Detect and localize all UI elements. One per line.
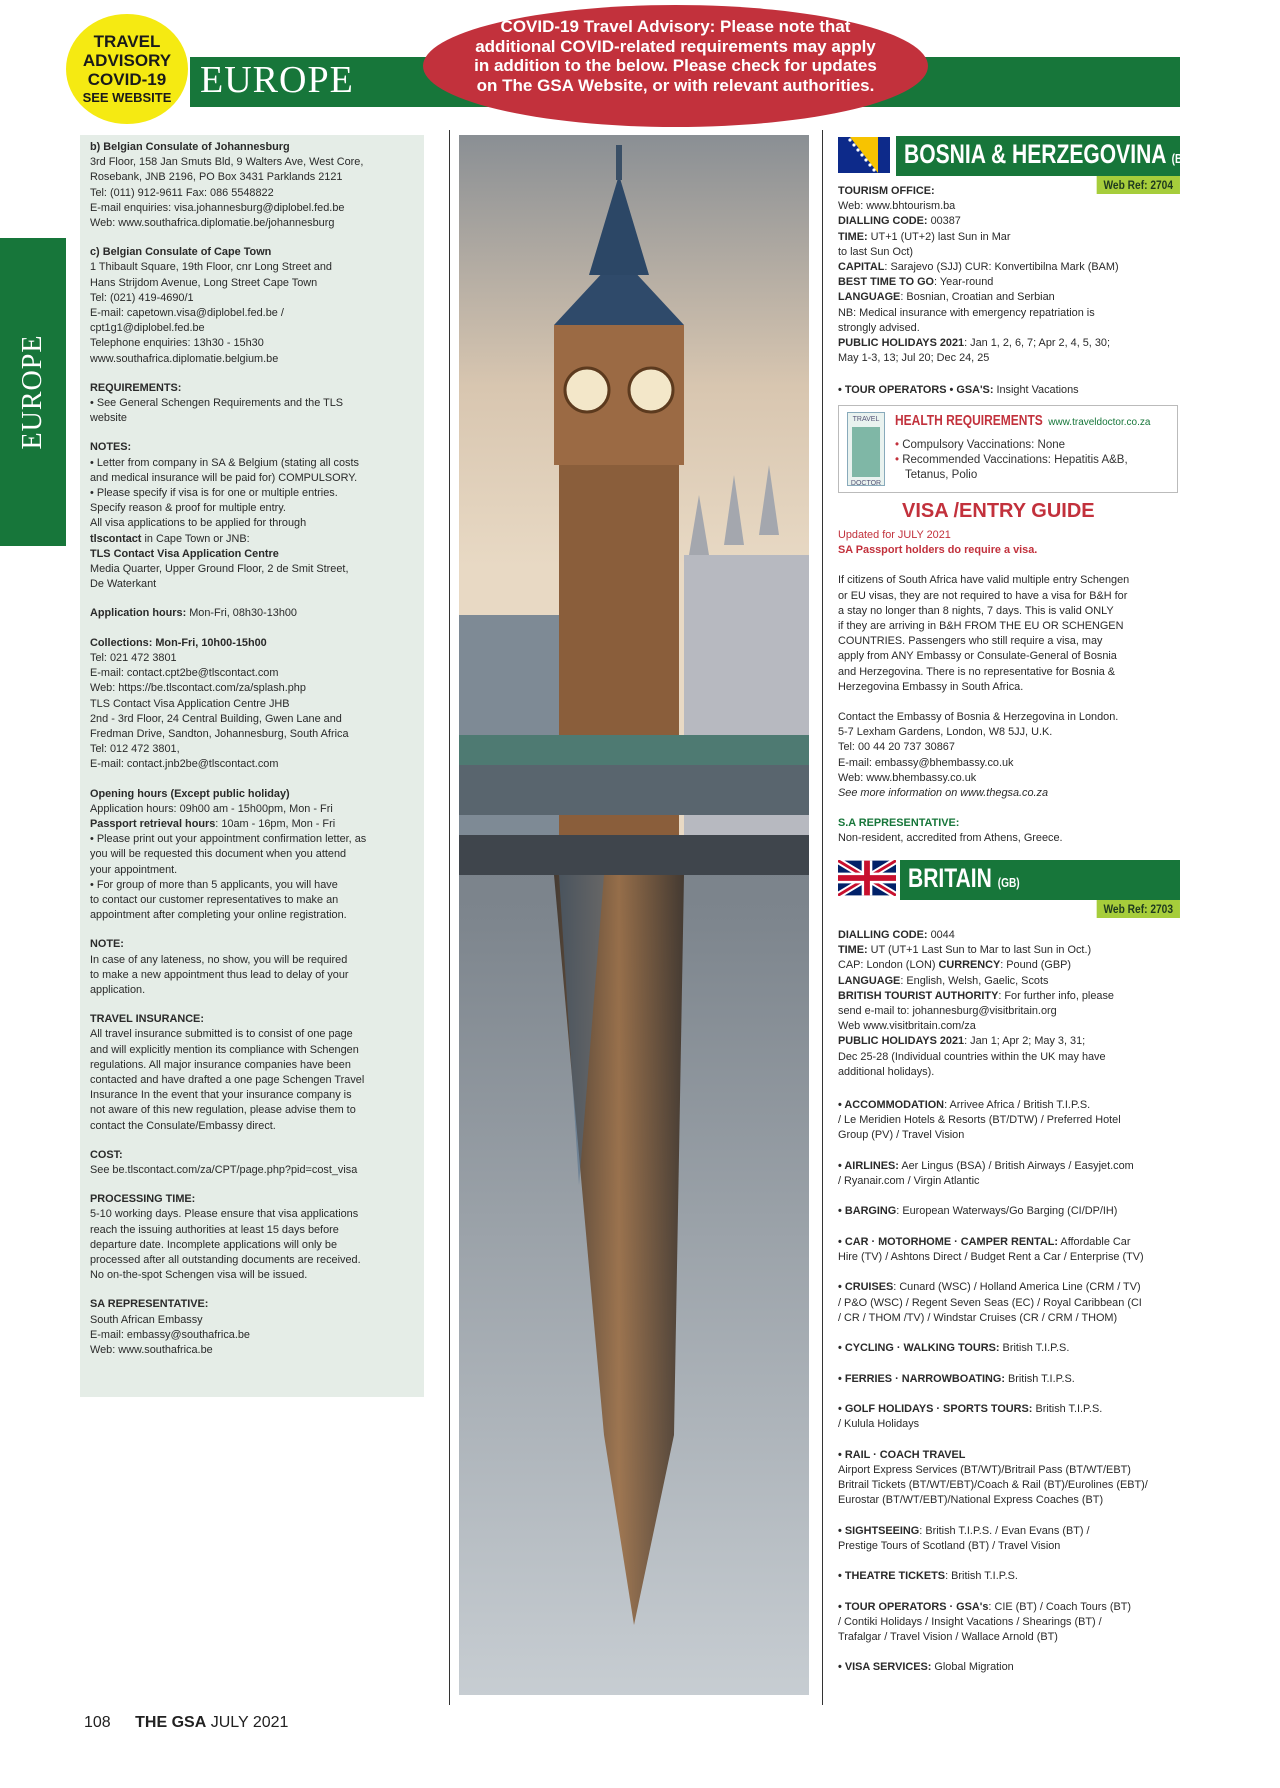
covid-advisory-banner: COVID-19 Travel Advisory: Please note that additional COVID-related requirements may apply in addition to the below. Please check for updates on The GSA Website, or with relevant authorities. [423,5,928,127]
text-line: E-mail: contact.jnb2be@tlscontact.com [90,758,279,771]
text-line: E-mail: embassy@bhembassy.co.uk [838,756,1014,769]
text-line: • Please print out your appointment confirmation letter, as [90,833,367,846]
info-line: CAP: London (LON) CURRENCY: Pound (GBP) [838,959,1072,972]
text-line: Web: www.southafrica.diplomatie.be/johannesburg [90,217,335,230]
info-line: Dec 25-28 (Individual countries within the UK may have [838,1050,1106,1063]
info-line: strongly advised. [838,321,920,334]
health-requirements-box: TRAVEL DOCTOR HEALTH REQUIREMENTS www.traveldoctor.co.za • Compulsory Vaccinations: None • Recommended Vaccinations: Hepatitis A&B, Tetanus, Polio [838,405,1178,493]
info-line: LANGUAGE: English, Welsh, Gaelic, Scots [838,974,1049,987]
column-divider [822,130,823,1705]
text-line: and Herzegovina. There is no representative for Bosnia & [838,665,1116,678]
text-line: • For group of more than 5 applicants, you will have [90,878,338,891]
side-section-tab: EUROPE [0,238,66,546]
text-line: and medical insurance will be paid for) COMPULSORY. [90,471,358,484]
text-line: • Letter from company in SA & Belgium (stating all costs [90,456,359,469]
text-line: if they are arriving in B&H FROM THE EU OR SCHENGEN [838,620,1124,633]
text-line: Telephone enquiries: 13h30 - 15h30 [90,337,264,350]
health-title: HEALTH REQUIREMENTS [895,412,1043,429]
consulate-johannesburg: b) Belgian Consulate of Johannesburg 3rd Floor, 158 Jan Smuts Bld, 9 Walters Ave, West Core, Rosebank, JNB 2196, PO Box 3431 Parklands 2121 Tel: (011) 912-9611 Fax: 086 5548822 E-mail enquiries: visa.johannesburg@diplobel.fed.be Web: www.southafrica.diplomatie.be/johannesburg [90,140,414,231]
service-category: • ACCOMMODATION: Arrivee Africa / British T.I.P.S. / Le Meridien Hotels & Resorts (BT/DTW) / Preferred Hotel Group (PV) / Travel Vision [838,1099,1121,1142]
text-line: 1 Thibault Square, 19th Floor, cnr Long Street and [90,261,332,274]
collections-section: Collections: Mon-Fri, 10h00-15h00 Tel: 021 472 3801 E-mail: contact.cpt2be@tlscontact.com Web: https://be.tlscontact.com/za/splash.php TLS Contact Visa Application Centre JHB 2nd - 3rd Floor, 24 Central Building, Gwen Lane and Fredman Drive, Sandton, Johannesburg, South Africa Tel: 012 472 3801, E-mail: contact.jnb2be@tlscontact.com [90,636,414,773]
info-line: TIME: UT+1 (UT+2) last Sun in Mar [838,230,1011,243]
service-category: • VISA SERVICES: Global Migration [838,1661,1014,1674]
info-line: Web www.visitbritain.com/za [838,1020,976,1033]
service-category: • BARGING: European Waterways/Go Barging (CI/DP/IH) [838,1205,1118,1218]
service-category: • CAR · MOTORHOME · CAMPER RENTAL: Affordable Car Hire (TV) / Ashtons Direct / Budget Rent a Car / Enterprise (TV) [838,1235,1144,1263]
text-line: 5-10 working days. Please ensure that visa applications [90,1208,359,1221]
text-line: See be.tlscontact.com/za/CPT/page.php?pid=cost_visa [90,1163,358,1176]
text-line: application. [90,983,146,996]
info-line: additional holidays). [838,1065,935,1078]
info-line: BRITISH TOURIST AUTHORITY: For further info, please [838,989,1114,1002]
consulate-cape-town: c) Belgian Consulate of Cape Town 1 Thibault Square, 19th Floor, cnr Long Street and Hans Strijdom Avenue, Long Street Cape Town Tel: (021) 419-4690/1 E-mail: capetown.visa@diplobel.fed.be / cpt1g1@diplobel.fed.be Telephone enquiries: 13h30 - 15h30 www.southafrica.diplomatie.belgium.be [90,245,414,367]
text-line: E-mail: capetown.visa@diplobel.fed.be / [90,307,284,320]
visa-entry-guide-title: VISA /ENTRY GUIDE [902,500,1095,522]
bosnia-tour-operators: • TOUR OPERATORS • GSA'S: Insight Vacations [838,384,1079,396]
sa-representative-section: SA REPRESENTATIVE: South African Embassy E-mail: embassy@southafrica.be Web: www.southafrica.be [90,1297,414,1358]
text-line: and will explicitly mention its compliance with Schengen [90,1043,359,1056]
belgium-info-column [80,135,424,1397]
text-line: • Please specify if visa is for one or multiple entries. [90,487,338,500]
info-line: TIME: UT (UT+1 Last Sun to Mar to last Sun in Oct.) [838,944,1092,957]
text-line: www.southafrica.diplomatie.belgium.be [90,352,279,365]
bosnia-info [838,184,1180,366]
text-line: • See General Schengen Requirements and the TLS [90,397,344,410]
text-line: If citizens of South Africa have valid multiple entry Schengen [838,574,1130,587]
visa-entry-guide: Updated for JULY 2021 SA Passport holders do require a visa. If citizens of South Africa have valid multiple entry Schengen or EU visas, they are not required to have a visa for B&H for a stay no longer than 8 nights, 7 days. This is valid ONLY if they are arriving in B&H FROM THE EU OR SCHENGEN COUNTRIES. Passengers who still require a visa, may apply from ANY Embassy or Consulate-General of Bosnia and Herzegovina. There is no representative for Bosnia & Herzegovina Embassy in South Africa. Contact the Embassy of Bosnia & Herzegovina in London. 5-7 Lexham Gardens, London, W8 5JJ, U.K. Tel: 00 44 20 737 30867 E-mail: embassy@bhembassy.co.uk Web: www.bhembassy.co.uk See more information on www.thegsa.co.za S.A REPRESENTATIVE: Non-resident, accredited from Athens, Greece. [838,528,1180,847]
info-line: DIALLING CODE: 00387 [838,215,961,228]
text-line: South African Embassy [90,1313,203,1326]
text-line: Tel: 012 472 3801, [90,743,180,756]
text-line: contacted and have drafted a one page Schengen Travel [90,1073,365,1086]
text-line: departure date. Incomplete applications will only be [90,1238,338,1251]
text-line: E-mail enquiries: visa.johannesburg@diplobel.fed.be [90,201,345,214]
text-line: 2nd - 3rd Floor, 24 Central Building, Gwen Lane and [90,712,342,725]
info-line: NB: Medical insurance with emergency repatriation is [838,306,1095,319]
text-line: reach the issuing authorities at least 15 days before [90,1223,339,1236]
text-line: Hans Strijdom Avenue, Long Street Cape Town [90,276,318,289]
text-line: Tel: (011) 912-9611 Fax: 086 5548822 [90,186,274,199]
info-line: TOURISM OFFICE: [838,185,935,197]
text-line: COUNTRIES. Passengers who still require a visa, may [838,635,1103,648]
text-line: All travel insurance submitted is to consist of one page [90,1028,353,1041]
britain-title: BRITAIN (GB) [908,863,1020,893]
text-line: TLS Contact Visa Application Centre JHB [90,697,290,710]
text-line: Web: https://be.tlscontact.com/za/splash.php [90,682,306,695]
service-category: • GOLF HOLIDAYS · SPORTS TOURS: British T.I.P.S. / Kulula Holidays [838,1402,1103,1431]
text-line: Insurance In the event that your insurance company is [90,1089,352,1102]
travel-insurance-section: TRAVEL INSURANCE: All travel insurance submitted is to consist of one page and will explicitly mention its compliance with Schengen regulations. All major insurance companies have been contacted and have drafted a one page Schengen Travel Insurance In the event that your insurance company is not aware of this new regulation, please advise them to contact the Consulate/Embassy direct. [90,1012,414,1134]
text-line: E-mail: contact.cpt2be@tlscontact.com [90,667,279,680]
service-category: • FERRIES · NARROWBOATING: British T.I.P.S. [838,1372,1075,1385]
application-hours: Application hours: Mon-Fri, 08h30-13h00 [90,607,297,620]
text-line: Media Quarter, Upper Ground Floor, 2 de Smit Street, [90,563,349,576]
region-title: EUROPE [200,59,354,101]
service-category: • THEATRE TICKETS: British T.I.P.S. [838,1570,1018,1583]
magazine-name: THE GSA [135,1714,207,1731]
requirements-section: REQUIREMENTS: • See General Schengen Requirements and the TLS website [90,381,414,427]
health-site: www.traveldoctor.co.za [1048,417,1151,428]
text-line: to make a new appointment thus lead to delay of your [90,968,349,981]
text-line: website [90,412,127,425]
text-line: you will be requested this document when you attend [90,848,347,861]
text-line: not aware of this new regulation, please advise them to [90,1104,356,1117]
info-line: CAPITAL: Sarajevo (SJJ) CUR: Konvertibilna Mark (BAM) [838,261,1119,274]
service-category: • CYCLING · WALKING TOURS: British T.I.P.S. [838,1342,1070,1355]
info-line: LANGUAGE: Bosnian, Croatian and Serbian [838,291,1055,304]
text-line: All visa applications to be applied for through [90,517,307,530]
britain-services [838,1098,1180,1691]
text-line: No on-the-spot Schengen visa will be issued. [90,1269,308,1282]
service-category: • TOUR OPERATORS · GSA's: CIE (BT) / Coach Tours (BT) / Contiki Holidays / Insight Vacations / Shearings (BT) / Trafalgar / Travel Vision / Wallace Arnold (BT) [838,1600,1132,1643]
text-line: to contact our customer representatives to make an [90,893,339,906]
text-line: apply from ANY Embassy or Consulate-General of Bosnia [838,650,1117,663]
bosnia-flag-icon [838,137,890,173]
travel-doctor-logo: TRAVEL DOCTOR [847,412,885,486]
text-line: Web: www.bhembassy.co.uk [838,771,977,784]
big-ben-photo [459,135,809,1695]
britain-webref-badge: Web Ref: 2703 [1097,900,1180,918]
text-line: Tel: 021 472 3801 [90,651,177,664]
info-line: send e-mail to: johannesburg@visitbritain.org [838,1005,1057,1018]
bosnia-webref-badge: Web Ref: 2704 [1097,176,1180,194]
service-category: • SIGHTSEEING: British T.I.P.S. / Evan Evans (BT) / Prestige Tours of Scotland (BT) / Travel Vision [838,1524,1090,1552]
uk-flag-icon [838,860,896,896]
text-line: Web: www.southafrica.be [90,1344,213,1357]
cost-section: COST: See be.tlscontact.com/za/CPT/page.php?pid=cost_visa [90,1148,414,1178]
service-category: • AIRLINES: Aer Lingus (BSA) / British Airways / Easyjet.com / Ryanair.com / Virgin Atlantic [838,1159,1134,1187]
text-line: Contact the Embassy of Bosnia & Herzegovina in London. [838,711,1119,724]
info-line: BEST TIME TO GO: Year-round [838,276,994,289]
issue-date: JULY 2021 [206,1714,289,1731]
text-line: In case of any lateness, no show, you will be required [90,953,348,966]
page-footer [84,1714,288,1732]
text-line: Herzegovina Embassy in South Africa. [838,680,1024,693]
info-line: DIALLING CODE: 0044 [838,929,955,941]
info-line: to last Sun Oct) [838,245,914,258]
text-line: regulations. All major insurance companies have been [90,1058,351,1071]
text-line: cpt1g1@diplobel.fed.be [90,322,205,335]
processing-time-section: PROCESSING TIME: 5-10 working days. Please ensure that visa applications reach the issuing authorities at least 15 days before departure date. Incomplete applications will only be processed after all outstanding documents are received. No on-the-spot Schengen visa will be issued. [90,1192,414,1283]
note-section: NOTE: In case of any lateness, no show, you will be required to make a new appointment thus lead to delay of your application. [90,937,414,998]
text-line: or EU visas, they are not required to have a visa for B&H for [838,589,1128,602]
text-line: processed after all outstanding documents are received. [90,1254,361,1266]
column-divider [449,130,450,1705]
text-line: contact the Consulate/Embassy direct. [90,1119,276,1132]
text-line: Fredman Drive, Sandton, Johannesburg, South Africa [90,727,349,740]
text-line: 5-7 Lexham Gardens, London, W8 5JJ, U.K. [838,726,1053,739]
info-line: May 1-3, 13; Jul 20; Dec 24, 25 [838,352,990,365]
text-line: a stay no longer than 8 nights, 7 days. This is valid ONLY [838,604,1114,617]
text-line: E-mail: embassy@southafrica.be [90,1328,250,1341]
text-line: De Waterkant [90,578,157,591]
britain-info [838,928,1180,1080]
notes-section: NOTES: • Letter from company in SA & Belgium (stating all costs and medical insurance will be paid for) COMPULSORY. • Please specify if visa is for one or multiple entries. Specify reason & proof for multiple entry. All visa applications to be applied for through tlscontact in Cape Town or JNB: TLS Contact Visa Application Centre Media Quarter, Upper Ground Floor, 2 de Smit Street, De Waterkant [90,440,414,592]
travel-advisory-badge: TRAVEL ADVISORY COVID-19 SEE WEBSITE [66,14,188,124]
opening-hours-section: Opening hours (Except public holiday) Application hours: 09h00 am - 15h00pm, Mon - Fri Passport retrieval hours: 10am - 16pm, Mon - Fri • Please print out your appointment confirmation letter, as you will be requested this document when you attend your appointment. • For group of more than 5 applicants, you will have to contact our customer representatives to make an appointment after completing your online registration. [90,787,414,924]
text-line: 3rd Floor, 158 Jan Smuts Bld, 9 Walters Ave, West Core, [90,156,364,169]
text-line: Tel: 00 44 20 737 30867 [838,741,955,754]
info-line: PUBLIC HOLIDAYS 2021: Jan 1, 2, 6, 7; Apr 2, 4, 5, 30; [838,337,1111,350]
info-line: PUBLIC HOLIDAYS 2021: Jan 1; Apr 2; May 3, 31; [838,1035,1086,1048]
bosnia-title: BOSNIA & HERZEGOVINA (BA) [904,139,1193,169]
text-line: Specify reason & proof for multiple entry. [90,502,286,515]
text-line: your appointment. [90,863,178,876]
service-category: • RAIL · COACH TRAVEL Airport Express Services (BT/WT)/Britrail Pass (BT/WT/EBT) Britrail Tickets (BT/WT/EBT)/Coach & Rail (BT)/Eurolines (EBT)/ Eurostar (BT/WT/EBT)/National Express Coaches (BT) [838,1448,1148,1507]
text-line: Tel: (021) 419-4690/1 [90,291,194,304]
service-category: • CRUISES: Cunard (WSC) / Holland America Line (CRM / TV) / P&O (WSC) / Regent Seven Seas (EC) / Royal Caribbean (CI / CR / THOM /TV) / Windstar Cruises (CR / CRM / THOM) [838,1281,1142,1324]
text-line: Rosebank, JNB 2196, PO Box 3431 Parklands 2121 [90,171,343,184]
page-number: 108 [84,1714,111,1731]
info-line: Web: www.bhtourism.ba [838,200,956,213]
text-line: appointment after completing your online registration. [90,909,347,922]
